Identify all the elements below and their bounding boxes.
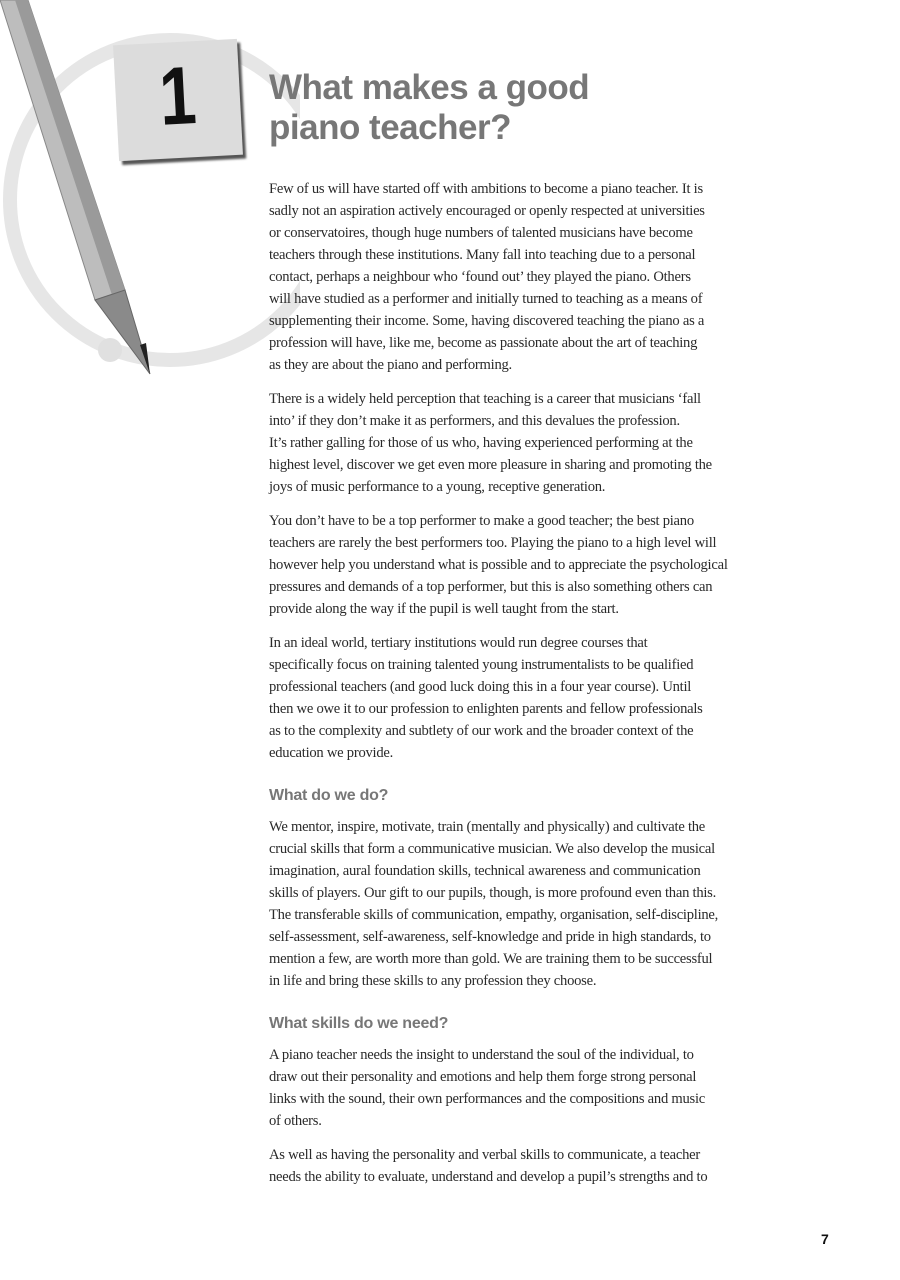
- text-line: joys of music performance to a young, receptive generation.: [269, 479, 606, 495]
- text-line: links with the sound, their own performances and the compositions and music: [269, 1091, 706, 1107]
- text-line: We mentor, inspire, motivate, train (mentally and physically) and cultivate the: [269, 819, 706, 835]
- text-line: It’s rather galling for those of us who, having experienced performing at the: [269, 435, 693, 451]
- text-line: provide along the way if the pupil is well taught from the start.: [269, 601, 619, 617]
- text-line: as they are about the piano and performing.: [269, 357, 512, 373]
- text-line: The transferable skills of communication, empathy, organisation, self-discipline,: [269, 907, 719, 923]
- text-line: skills of players. Our gift to our pupils, though, is more profound even than this.: [269, 885, 717, 901]
- paragraph: [269, 632, 789, 764]
- paragraph: [269, 1044, 789, 1132]
- text-line: as to the complexity and subtlety of our work and the broader context of the: [269, 723, 694, 739]
- text-line: will have studied as a performer and initially turned to teaching as a means of: [269, 291, 703, 307]
- text-line: needs the ability to evaluate, understand and develop a pupil’s strengths and to: [269, 1169, 708, 1185]
- text-line: There is a widely held perception that teaching is a career that musicians ‘fall: [269, 391, 701, 407]
- text-line: Few of us will have started off with ambitions to become a piano teacher. It is: [269, 181, 703, 197]
- chapter-number: 1: [157, 50, 199, 143]
- body-text: [269, 178, 789, 1200]
- text-line: mention a few, are worth more than gold. We are training them to be successful: [269, 951, 713, 967]
- paragraph: [269, 388, 789, 498]
- text-line: of others.: [269, 1113, 322, 1129]
- text-line: As well as having the personality and verbal skills to communicate, a teacher: [269, 1147, 700, 1163]
- paragraph: [269, 178, 789, 376]
- text-line: In an ideal world, tertiary institutions would run degree courses that: [269, 635, 648, 651]
- text-line: specifically focus on training talented young instrumentalists to be qualified: [269, 657, 694, 673]
- paragraph: [269, 816, 789, 992]
- text-line: pressures and demands of a top performer, but this is also something others can: [269, 579, 713, 595]
- text-line: into’ if they don’t make it as performers, and this devalues the profession.: [269, 413, 680, 429]
- chapter-number-box: [113, 39, 243, 161]
- text-line: supplementing their income. Some, having discovered teaching the piano as a: [269, 313, 705, 329]
- section-heading: What skills do we need?: [269, 1015, 449, 1032]
- text-line: teachers are rarely the best performers too. Playing the piano to a high level will: [269, 535, 717, 551]
- text-line: in life and bring these skills to any profession they choose.: [269, 973, 597, 989]
- text-line: You don’t have to be a top performer to make a good teacher; the best piano: [269, 513, 694, 529]
- text-line: education we provide.: [269, 745, 394, 761]
- page-number: 7: [821, 1231, 829, 1247]
- chapter-title-line: piano teacher?: [269, 108, 511, 147]
- text-line: contact, perhaps a neighbour who ‘found out’ they played the piano. Others: [269, 269, 691, 285]
- text-line: profession will have, like me, become as passionate about the art of teaching: [269, 335, 698, 351]
- text-line: draw out their personality and emotions and help them forge strong personal: [269, 1069, 697, 1085]
- text-line: then we owe it to our profession to enlighten parents and fellow professionals: [269, 701, 703, 717]
- text-line: highest level, discover we get even more pleasure in sharing and promoting the: [269, 457, 712, 473]
- section-heading: What do we do?: [269, 787, 389, 804]
- text-line: imagination, aural foundation skills, technical awareness and communication: [269, 863, 701, 879]
- text-line: crucial skills that form a communicative musician. We also develop the musical: [269, 841, 715, 857]
- paragraph: [269, 510, 789, 620]
- text-line: professional teachers (and good luck doing this in a four year course). Until: [269, 679, 692, 695]
- paragraph: [269, 1144, 789, 1188]
- text-line: A piano teacher needs the insight to understand the soul of the individual, to: [269, 1047, 694, 1063]
- text-line: or conservatoires, though huge numbers of talented musicians have become: [269, 225, 693, 241]
- text-line: sadly not an aspiration actively encouraged or openly respected at universities: [269, 203, 705, 219]
- chapter-title: [269, 68, 589, 148]
- text-line: however help you understand what is possible and to appreciate the psychological: [269, 557, 728, 573]
- chapter-title-line: What makes a good: [269, 68, 590, 107]
- text-line: self-assessment, self-awareness, self-knowledge and pride in high standards, to: [269, 929, 711, 945]
- text-line: teachers through these institutions. Many fall into teaching due to a personal: [269, 247, 696, 263]
